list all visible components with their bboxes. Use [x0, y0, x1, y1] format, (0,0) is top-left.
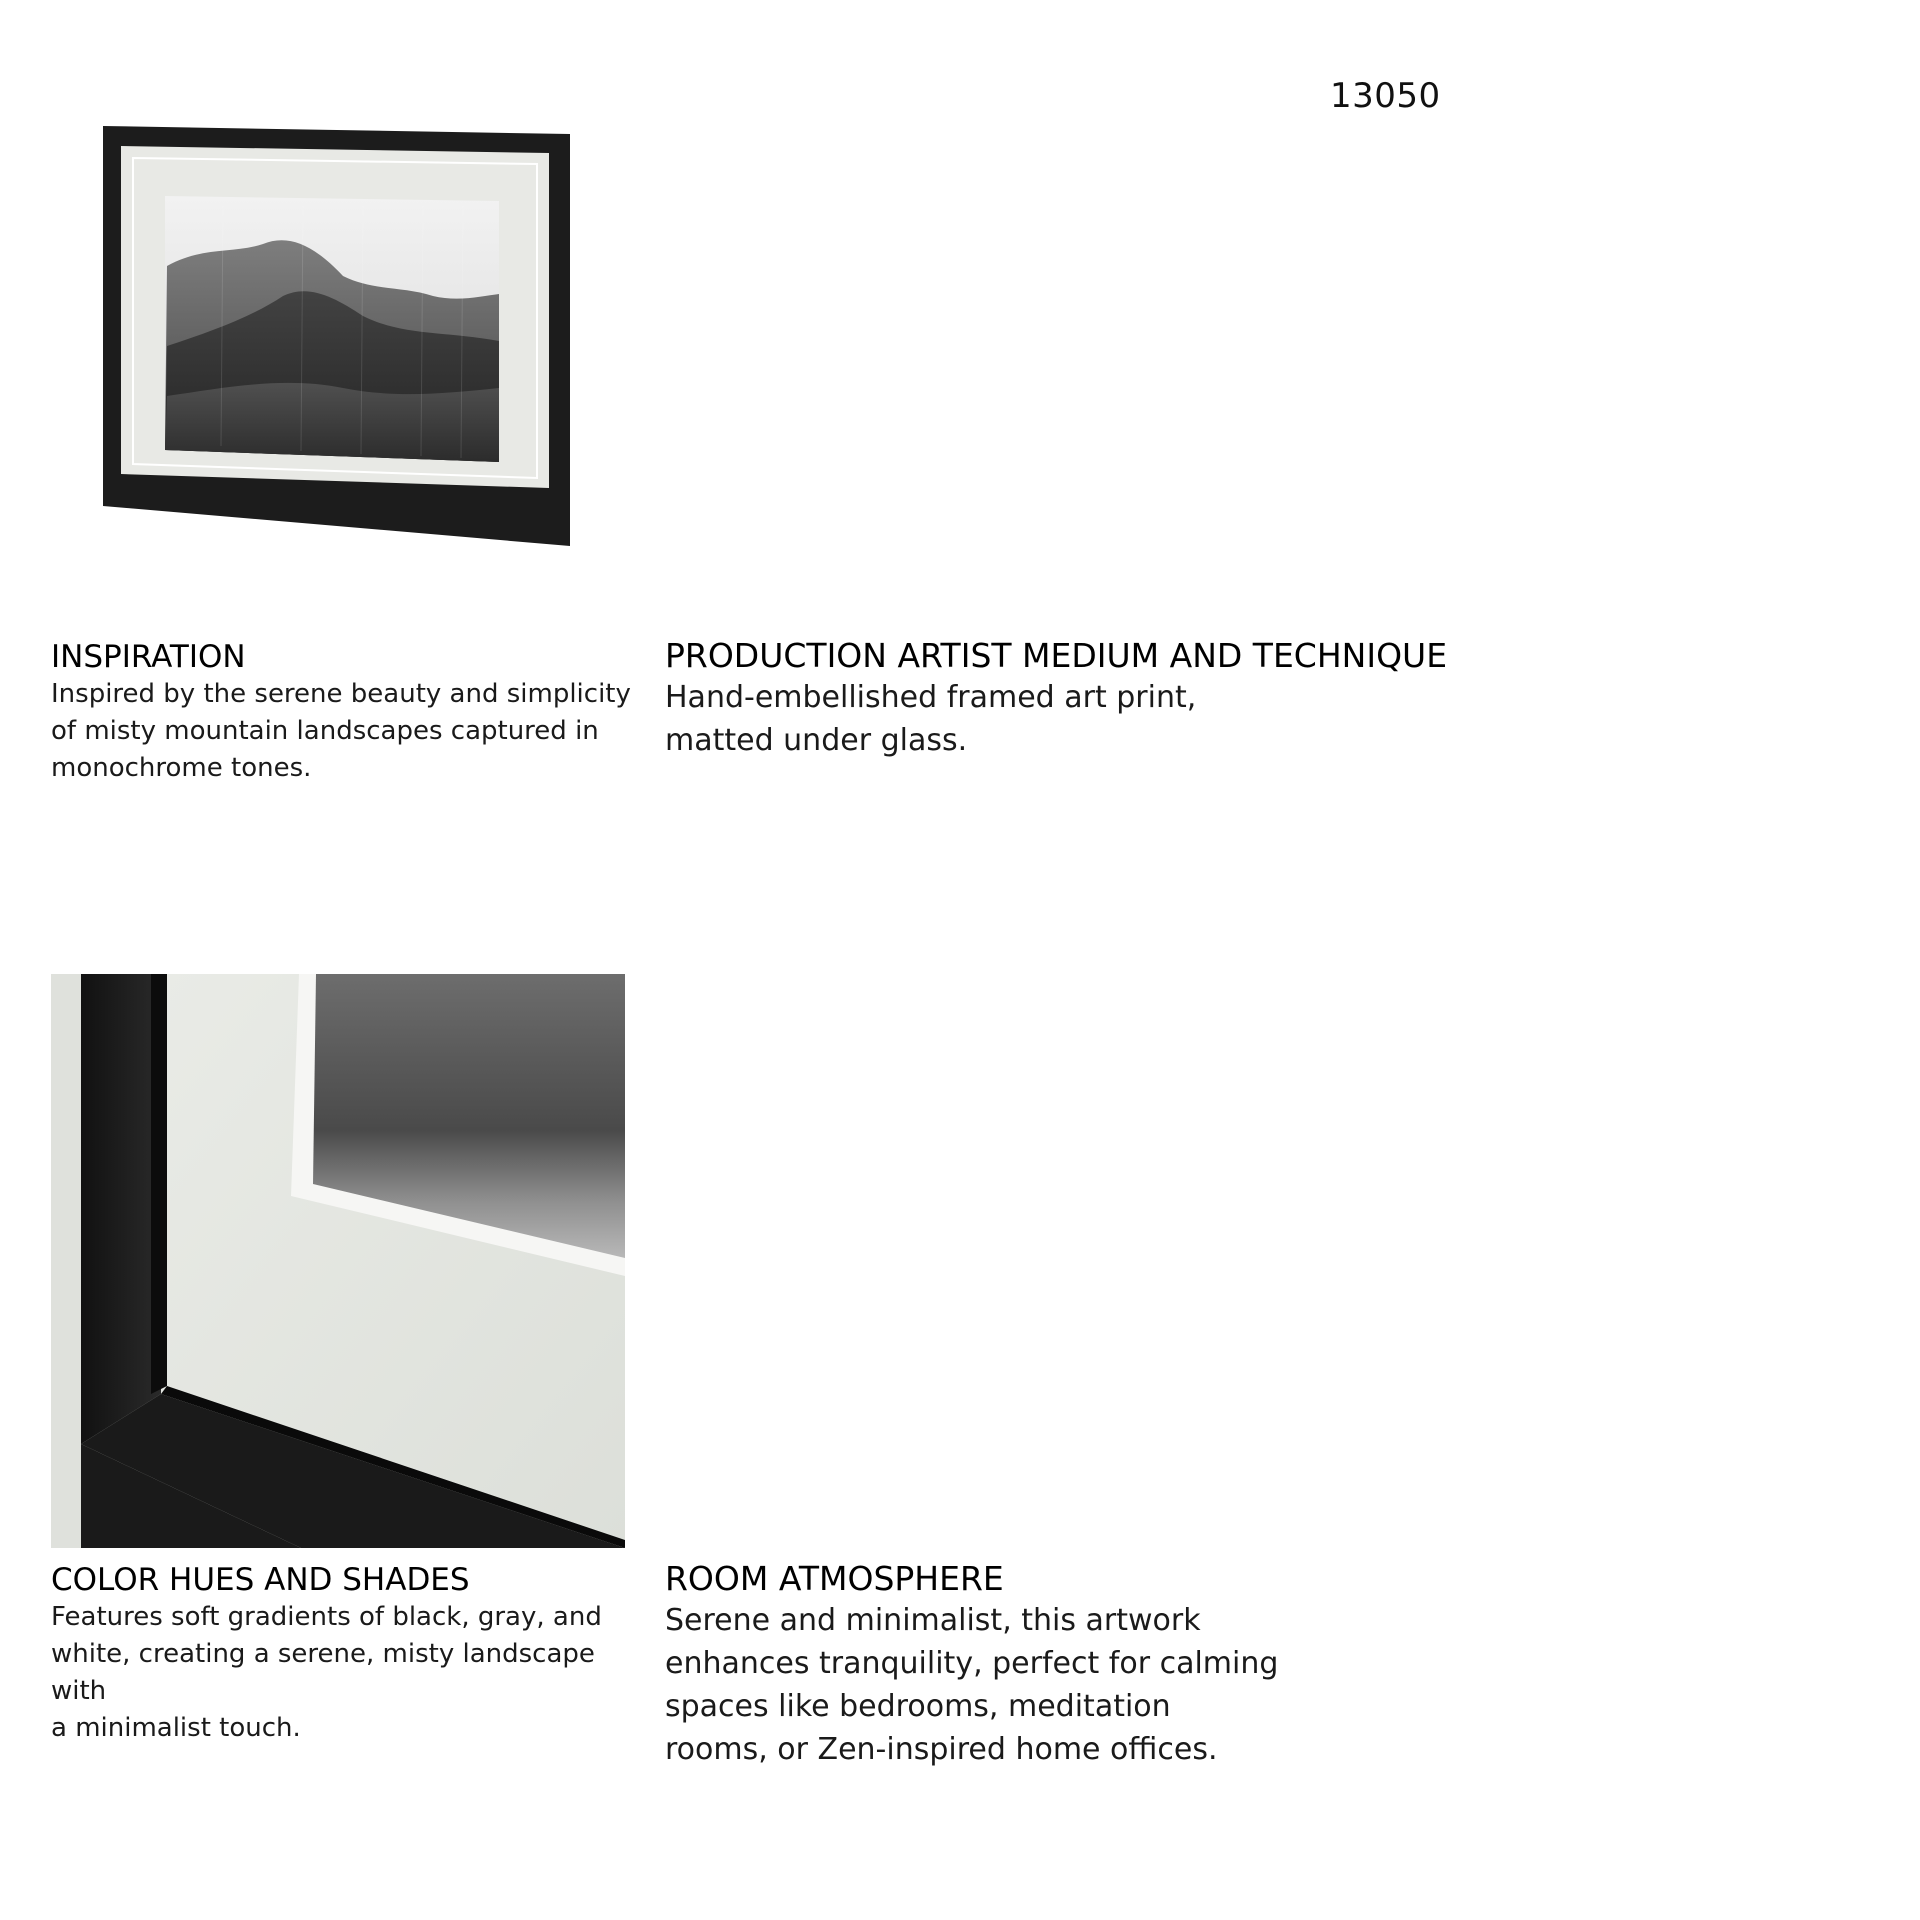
room-line: spaces like bedrooms, meditation	[665, 1689, 1171, 1724]
room-heading: ROOM ATMOSPHERE	[665, 1559, 1004, 1598]
inspiration-text	[51, 676, 631, 787]
production-text	[665, 676, 1225, 762]
room-line: enhances tranquility, perfect for calming	[665, 1646, 1279, 1681]
room-section	[665, 1559, 1285, 1771]
color-heading: COLOR HUES AND SHADES	[51, 1562, 470, 1598]
inspiration-heading: INSPIRATION	[51, 639, 246, 675]
framed-mountain-art-front-image	[103, 126, 570, 546]
color-line: Features soft gradients of black, gray, and	[51, 1602, 602, 1632]
color-line: a minimalist touch.	[51, 1713, 301, 1743]
inspiration-line: of misty mountain landscapes captured in	[51, 716, 599, 746]
room-text	[665, 1599, 1285, 1771]
inspiration-line: Inspired by the serene beauty and simplicity	[51, 679, 631, 709]
color-line: white, creating a serene, misty landscape with	[51, 1639, 595, 1706]
color-section	[51, 1561, 631, 1747]
production-heading: PRODUCTION ARTIST MEDIUM AND TECHNIQUE	[665, 636, 1448, 675]
product-code: 13050	[1330, 76, 1441, 116]
inspiration-line: monochrome tones.	[51, 753, 312, 783]
production-line: Hand-embellished framed art print,	[665, 680, 1197, 715]
framed-mountain-art-corner-detail-image	[51, 974, 625, 1548]
inspiration-section	[51, 638, 631, 787]
production-section	[665, 636, 1665, 762]
production-line: matted under glass.	[665, 723, 968, 758]
room-line: Serene and minimalist, this artwork	[665, 1603, 1201, 1638]
room-line: rooms, or Zen-inspired home offices.	[665, 1732, 1218, 1767]
color-text	[51, 1599, 631, 1747]
